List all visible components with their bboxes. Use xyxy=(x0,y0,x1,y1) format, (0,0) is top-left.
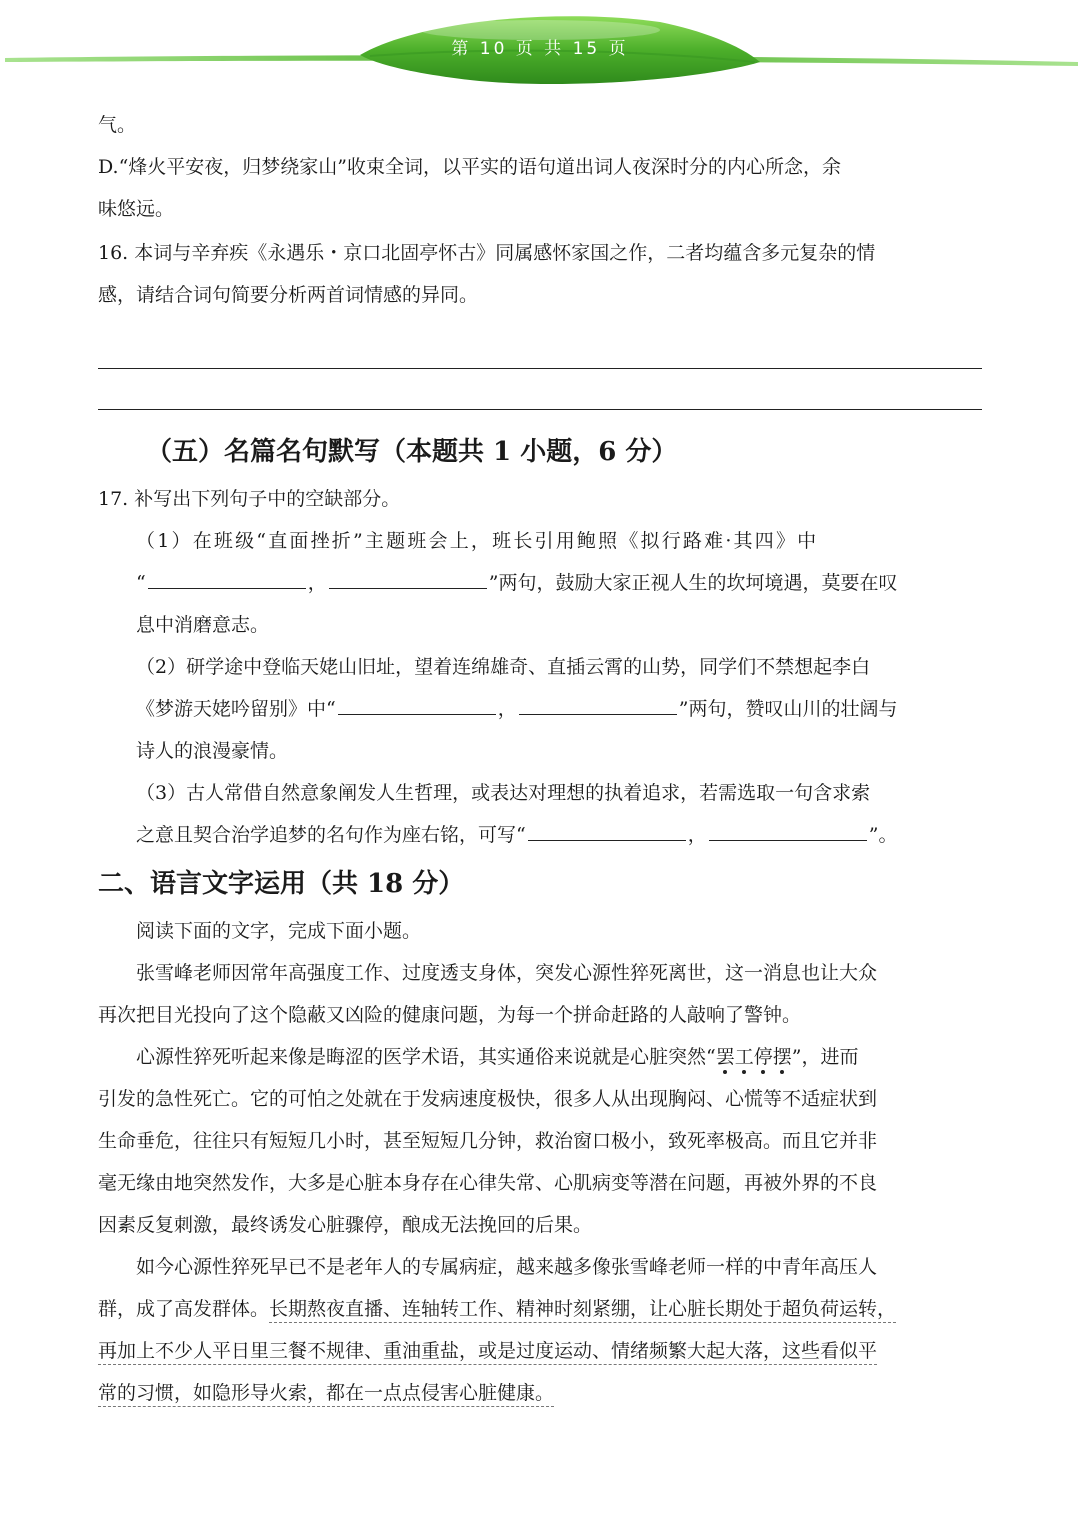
fill-blank[interactable] xyxy=(709,818,867,841)
underlined-sentence: 再加上不少人平日里三餐不规律、重油重盐，或是过度运动、情绪频繁大起大落，这些看似平 xyxy=(98,1340,877,1365)
document-body xyxy=(98,104,982,1414)
emphasis-char: 摆 xyxy=(772,1046,792,1068)
para2-line4: 毫无缘由地突然发作，大多是心脏本身存在心律失常、心肌病变等潜在问题，再被外界的不良 xyxy=(98,1172,878,1194)
para2-line1 xyxy=(98,1036,982,1078)
q17-1-after-text: ”两句，鼓励大家正视人生的坎坷境遇，莫要在叹 xyxy=(488,572,898,594)
fill-blank[interactable] xyxy=(519,692,677,715)
para3-line4 xyxy=(98,1372,982,1414)
emphasis-char: 罢 xyxy=(715,1046,735,1068)
fill-blank[interactable] xyxy=(329,566,487,589)
q17-1-line3: 息中消磨意志。 xyxy=(136,614,270,636)
emphasis-char: 停 xyxy=(753,1046,773,1068)
question-17-intro: 17. 补写出下列句子中的空缺部分。 xyxy=(98,488,401,510)
para2-text-after: ”，进而 xyxy=(791,1046,859,1068)
fill-blank[interactable] xyxy=(148,566,306,589)
q17-2-line2 xyxy=(98,688,982,730)
q17-2-line3: 诗人的浪漫豪情。 xyxy=(136,740,289,762)
question-16-line1: 16. 本词与辛弃疾《永遇乐・京口北固亭怀古》同属感怀家国之作，二者均蕴含多元复杂的情 xyxy=(98,242,876,264)
para2-text: 心源性猝死听起来像是晦涩的医学术语，其实通俗来说就是心脏突然“ xyxy=(136,1046,716,1068)
fill-blank[interactable] xyxy=(528,818,686,841)
comma: ， xyxy=(497,698,517,720)
option-d-line1: D.“烽火平安夜，归梦绕家山”收束全词，以平实的语句道出词人夜深时分的内心所念，余 xyxy=(98,156,842,178)
para2-line5: 因素反复刺激，最终诱发心脏骤停，酿成无法挽回的后果。 xyxy=(98,1214,593,1236)
q17-2-before-text: 《梦游天姥吟留别》中“ xyxy=(136,698,336,720)
para2-line3: 生命垂危，往往只有短短几小时，甚至短短几分钟，救治窗口极小，致死率极高。而且它并非 xyxy=(98,1130,878,1152)
option-c-tail: 气。 xyxy=(98,114,137,136)
q17-1-line1: （1）在班级“直面挫折”主题班会上，班长引用鲍照《拟行路难·其四》中 xyxy=(136,530,819,552)
para1-line2: 再次把目光投向了这个隐蔽又凶险的健康问题，为每一个拼命赶路的人敲响了警钟。 xyxy=(98,1004,802,1026)
para1-line1: 张雪峰老师因常年高强度工作、过度透支身体，突发心源性猝死离世，这一消息也让大众 xyxy=(136,962,878,984)
q17-3-before-text: 之意且契合治学追梦的名句作为座右铭，可写“ xyxy=(136,824,526,846)
q17-2-after-text: ”两句，赞叹山川的壮阔与 xyxy=(678,698,898,720)
para3-plain-text: 群，成了高发群体。 xyxy=(98,1298,270,1320)
emphasis-char: 工 xyxy=(734,1046,754,1068)
option-d-line2: 味悠远。 xyxy=(98,198,175,220)
underlined-sentence: 常的习惯，如隐形导火索，都在一点点侵害心脏健康。 xyxy=(98,1382,554,1407)
reading-intro: 阅读下面的文字，完成下面小题。 xyxy=(136,920,422,942)
fill-blank[interactable] xyxy=(338,692,496,715)
page-header xyxy=(0,0,1080,100)
q17-1-line2 xyxy=(98,562,982,604)
comma: ， xyxy=(307,572,327,594)
q17-2-line1: （2）研学途中登临天姥山旧址，望着连绵雄奇、直插云霄的山势，同学们不禁想起李白 xyxy=(136,656,871,678)
open-quote: “ xyxy=(136,572,146,594)
para2-line2: 引发的急性死亡。它的可怕之处就在于发病速度极快，很多人从出现胸闷、心慌等不适症状到 xyxy=(98,1088,878,1110)
q17-3-line1: （3）古人常借自然意象阐发人生哲理，或表达对理想的执着追求，若需选取一句含求索 xyxy=(136,782,871,804)
para3-line3 xyxy=(98,1330,982,1372)
page-indicator: 第 10 页 共 15 页 xyxy=(451,39,629,59)
underlined-sentence: 长期熬夜直播、连轴转工作、精神时刻紧绷，让心脏长期处于超负荷运转， xyxy=(269,1298,896,1323)
para3-line1: 如今心源性猝死早已不是老年人的专属病症，越来越多像张雪峰老师一样的中青年高压人 xyxy=(136,1256,878,1278)
question-16-line2: 感，请结合词句简要分析两首词情感的异同。 xyxy=(98,284,479,306)
section-2-heading: 二、语言文字运用（共 18 分） xyxy=(98,869,465,899)
section-5-heading: （五）名篇名句默写（本题共 1 小题，6 分） xyxy=(146,437,678,467)
q17-3-after-text: ”。 xyxy=(868,824,898,846)
para3-line2 xyxy=(98,1288,982,1330)
q17-3-line2 xyxy=(98,814,982,856)
comma: ， xyxy=(687,824,707,846)
